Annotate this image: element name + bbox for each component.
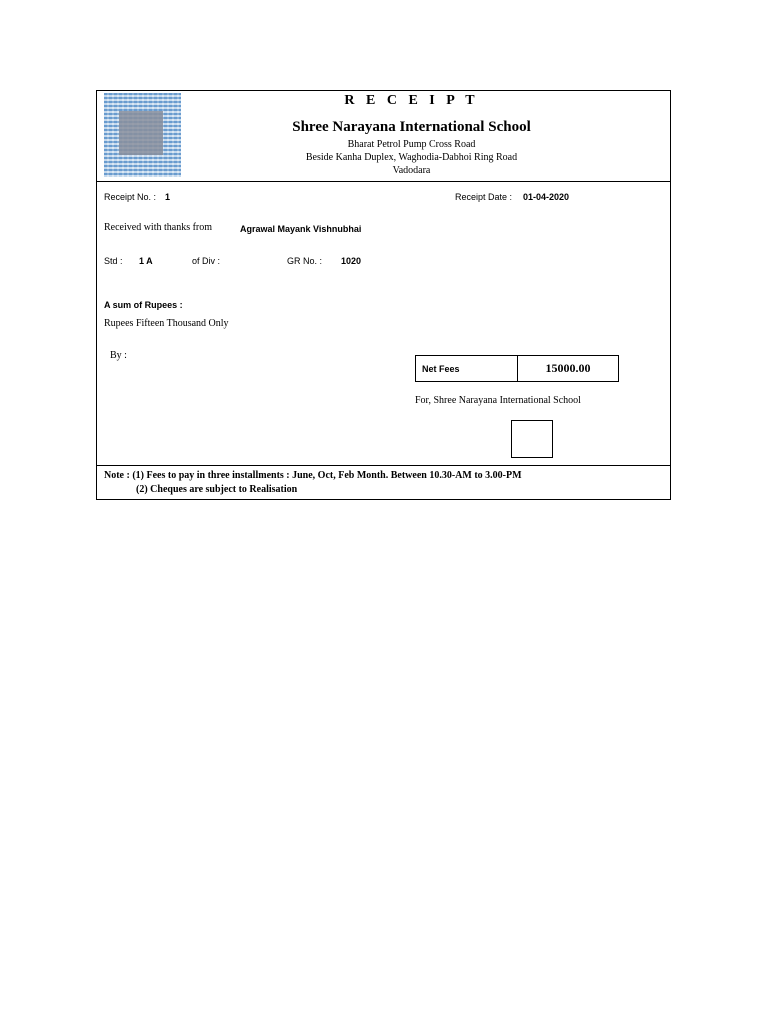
- signature-for-school: For, Shree Narayana International School: [415, 395, 581, 406]
- address-line-3: Vadodara: [392, 165, 431, 176]
- received-from-value: Agrawal Mayank Vishnubhai: [240, 224, 362, 234]
- school-name: Shree Narayana International School: [292, 119, 531, 135]
- receipt-date-value: 01-04-2020: [523, 192, 570, 202]
- net-fees-table: [415, 355, 619, 382]
- receipt-date-label: Receipt Date :: [455, 192, 513, 202]
- std-value: 1 A: [139, 256, 153, 266]
- receipt-number-value: 1: [165, 192, 171, 202]
- gr-number-label: GR No. :: [287, 256, 323, 266]
- std-label: Std :: [104, 256, 123, 266]
- payment-by-label: By :: [110, 350, 127, 361]
- rupees-in-words: Rupees Fifteen Thousand Only: [104, 318, 229, 329]
- net-fees-label: Net Fees: [416, 356, 518, 381]
- receipt-header: [97, 91, 670, 182]
- receipt-card: [96, 90, 671, 500]
- receipt-title: R E C E I P T: [344, 93, 479, 108]
- signature-box: [511, 420, 553, 458]
- div-label: of Div :: [192, 256, 221, 266]
- received-from-label: Received with thanks from: [104, 222, 213, 233]
- note-line-2: (2) Cheques are subject to Realisation: [136, 484, 298, 495]
- address-line-2: Beside Kanha Duplex, Waghodia-Dabhoi Ring Road: [305, 152, 518, 163]
- receipt-number-label: Receipt No. :: [104, 192, 157, 202]
- net-fees-value: 15000.00: [545, 361, 591, 375]
- address-line-1: Bharat Petrol Pump Cross Road: [347, 139, 476, 150]
- gr-number-value: 1020: [341, 256, 362, 266]
- note-line-1: Note : (1) Fees to pay in three installments : June, Oct, Feb Month. Between 10.30-AM to 3.00-PM: [104, 470, 522, 481]
- sum-of-rupees-label: A sum of Rupees :: [104, 300, 183, 310]
- receipt-note: [97, 465, 670, 499]
